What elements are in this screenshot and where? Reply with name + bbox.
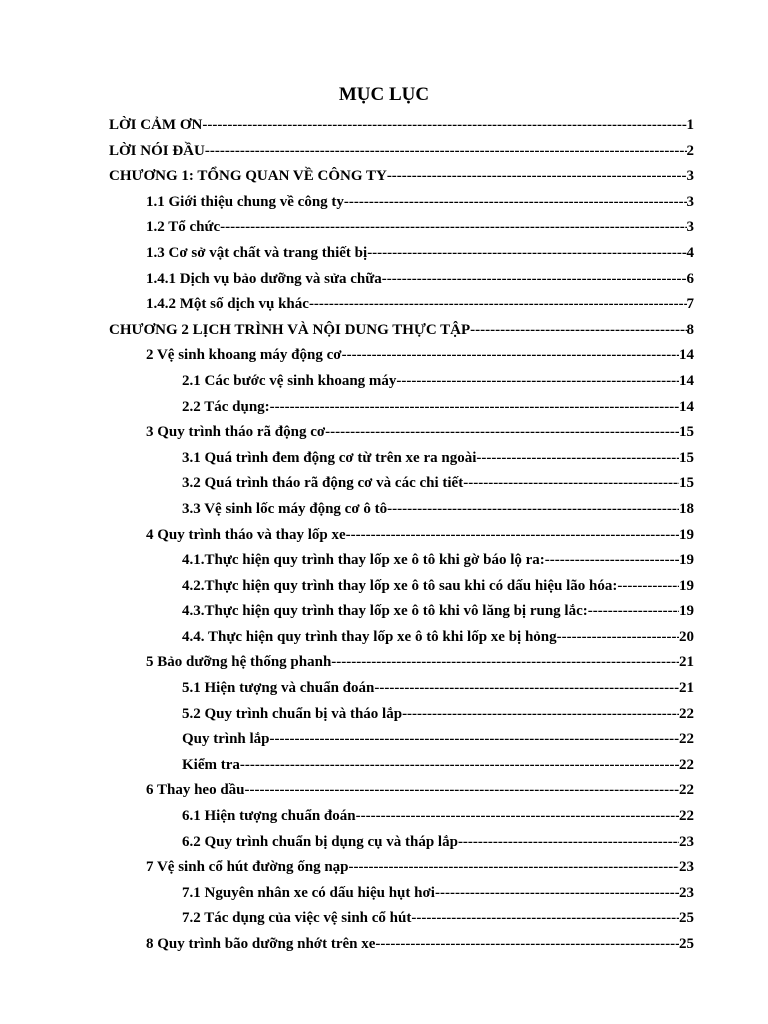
- toc-dash-leader: [387, 165, 687, 187]
- toc-entry-text: 2.1 Các bước vệ sinh khoang máy: [182, 372, 397, 389]
- toc-dash-leader: [588, 600, 679, 622]
- toc-entry[interactable]: [0, 907, 768, 933]
- toc-page-number: 14: [679, 398, 694, 415]
- toc-entry[interactable]: [0, 933, 768, 959]
- toc-page-number: 3: [686, 168, 694, 185]
- toc-entry-text: 6.1 Hiện tượng chuẩn đoán: [182, 808, 356, 825]
- toc-entry-text: 3.2 Quá trình tháo rã động cơ và các chi tiết: [182, 475, 464, 492]
- toc-page-number: 22: [679, 731, 694, 748]
- toc-dash-leader: [470, 319, 686, 341]
- toc-entry-text: 4.2.Thực hiện quy trình thay lốp xe ô tô sau khi có dấu hiệu lão hóa:: [182, 577, 618, 594]
- toc-entry-text: 8 Quy trình bão dưỡng nhớt trên xe: [146, 936, 376, 952]
- toc-dash-leader: [617, 575, 679, 597]
- toc-dash-leader: [463, 472, 679, 494]
- toc-entry-text: CHƯƠNG 2 LỊCH TRÌNH VÀ NỘI DUNG THỰC TẬP: [109, 321, 471, 338]
- toc-entry-text: 1.1 Giới thiệu chung về công ty: [146, 193, 344, 210]
- toc-page-number: 22: [679, 808, 694, 825]
- toc-entry[interactable]: [0, 421, 768, 447]
- toc-dash-leader: [349, 856, 679, 878]
- toc-page-number: 21: [679, 680, 694, 697]
- toc-entry-text: 1.4.2 Một số dịch vụ khác: [146, 296, 309, 313]
- toc-page-number: 15: [679, 449, 694, 466]
- toc-entry[interactable]: [0, 677, 768, 703]
- toc-dash-leader: [202, 114, 686, 136]
- toc-dash-leader: [270, 396, 679, 418]
- toc-entry[interactable]: [0, 396, 768, 422]
- toc-dash-leader: [270, 728, 679, 750]
- toc-entry-text: 3.3 Vệ sinh lốc máy động cơ ô tô: [182, 500, 388, 517]
- toc-entry-text: 1.4.1 Dịch vụ bảo dưỡng và sửa chữa: [146, 270, 382, 287]
- toc-dash-leader: [325, 421, 679, 443]
- toc-entry-text: 4 Quy trình tháo và thay lốp xe: [146, 526, 346, 543]
- toc-entry[interactable]: [0, 114, 768, 140]
- toc-page-number: 19: [679, 603, 694, 620]
- toc-entry-text: 4.3.Thực hiện quy trình thay lốp xe ô tô khi vô lăng bị rung lắc:: [182, 603, 588, 620]
- toc-page-number: 2: [686, 142, 694, 159]
- toc-entry[interactable]: [0, 575, 768, 601]
- toc-dash-leader: [557, 626, 679, 648]
- toc-entry[interactable]: [0, 268, 768, 294]
- toc-entry[interactable]: [0, 626, 768, 652]
- toc-page-number: 25: [679, 910, 694, 927]
- toc-entry[interactable]: [0, 728, 768, 754]
- toc-entry-text: Kiểm tra: [182, 756, 240, 773]
- toc-page-number: 1: [686, 117, 694, 133]
- toc-page-number: 15: [679, 424, 694, 441]
- toc-dash-leader: [402, 703, 679, 725]
- toc-entry[interactable]: [0, 165, 768, 191]
- toc-dash-leader: [245, 779, 679, 801]
- toc-page-number: 14: [679, 347, 694, 364]
- toc-page-number: 15: [679, 475, 694, 492]
- toc-entry[interactable]: [0, 242, 768, 268]
- toc-entry[interactable]: [0, 779, 768, 805]
- toc-entry-text: 5.1 Hiện tượng và chuẩn đoán: [182, 680, 375, 697]
- toc-entry-text: 4.4. Thực hiện quy trình thay lốp xe ô tô khi lốp xe bị hỏng: [182, 628, 557, 645]
- toc-entry-text: 7.1 Nguyên nhân xe có dấu hiệu hụt hơi: [182, 884, 435, 901]
- toc-entry[interactable]: [0, 600, 768, 626]
- toc-page-number: 3: [686, 193, 694, 210]
- toc-title: MỤC LỤC: [338, 84, 430, 105]
- toc-entry[interactable]: [0, 805, 768, 831]
- toc-entry-text: 2.2 Tác dụng:: [182, 398, 270, 415]
- toc-dash-leader: [346, 524, 679, 546]
- toc-entry[interactable]: [0, 293, 768, 319]
- toc-entry-text: 4.1.Thực hiện quy trình thay lốp xe ô tô khi gờ báo lộ ra:: [182, 552, 545, 569]
- toc-page-number: 14: [679, 372, 694, 389]
- toc-page-number: 22: [679, 782, 694, 799]
- toc-page-number: 7: [686, 296, 694, 313]
- toc-entry-text: LỜI CẢM ƠN: [109, 117, 203, 133]
- toc-dash-leader: [240, 754, 679, 776]
- toc-entry[interactable]: [0, 370, 768, 396]
- toc-page-number: 4: [686, 244, 694, 261]
- toc-entry-text: 7 Vệ sinh cổ hút đường ống nạp: [146, 859, 349, 876]
- toc-page-number: 19: [679, 526, 694, 543]
- toc-entry-text: Quy trình lắp: [182, 731, 270, 748]
- toc-entry[interactable]: [0, 703, 768, 729]
- toc-page-number: 21: [679, 654, 694, 671]
- toc-page-number: 19: [679, 577, 694, 594]
- toc-dash-leader: [344, 191, 687, 213]
- toc-entry[interactable]: [0, 882, 768, 908]
- toc-entry[interactable]: [0, 651, 768, 677]
- toc-dash-leader: [476, 447, 679, 469]
- toc-dash-leader: [220, 216, 686, 238]
- toc-entry[interactable]: [0, 524, 768, 550]
- toc-entry[interactable]: [0, 856, 768, 882]
- toc-dash-leader: [396, 370, 679, 392]
- toc-dash-leader: [356, 805, 679, 827]
- toc-page-number: 20: [679, 628, 694, 645]
- toc-entry[interactable]: [0, 472, 768, 498]
- toc-page-number: 19: [679, 552, 694, 569]
- toc-entry-text: 5 Bảo dưỡng hệ thống phanh: [146, 654, 332, 671]
- toc-entry[interactable]: [0, 831, 768, 857]
- toc-entry[interactable]: [0, 344, 768, 370]
- toc-entry[interactable]: [0, 216, 768, 242]
- toc-entry-text: 6.2 Quy trình chuẩn bị dụng cụ và tháp lắp: [182, 833, 458, 850]
- toc-dash-leader: [331, 651, 679, 673]
- toc-page-number: 6: [686, 270, 694, 287]
- toc-page-number: 3: [686, 219, 694, 236]
- toc-entry[interactable]: [0, 191, 768, 217]
- toc-entry[interactable]: [0, 498, 768, 524]
- toc-dash-leader: [545, 549, 679, 571]
- toc-page-number: 23: [679, 884, 694, 901]
- toc-dash-leader: [387, 498, 679, 520]
- toc-page-number: 22: [679, 756, 694, 773]
- toc-page-number: 22: [679, 705, 694, 722]
- toc-page-number: 8: [686, 321, 694, 338]
- toc-entry[interactable]: [0, 447, 768, 473]
- toc-dash-leader: [375, 933, 679, 955]
- toc-page-number: 18: [679, 500, 694, 517]
- toc-list: [0, 114, 768, 959]
- toc-entry-text: CHƯƠNG 1: TỔNG QUAN VỀ CÔNG TY: [109, 168, 387, 185]
- toc-entry[interactable]: [0, 754, 768, 780]
- toc-entry[interactable]: [0, 549, 768, 575]
- toc-entry-text: 1.3 Cơ sở vật chất và trang thiết bị: [146, 244, 368, 261]
- toc-entry-text: 5.2 Quy trình chuẩn bị và tháo lắp: [182, 705, 403, 722]
- toc-page-number: 25: [679, 936, 694, 952]
- toc-dash-leader: [435, 882, 679, 904]
- toc-entry-text: 7.2 Tác dụng của việc vệ sinh cổ hút: [182, 910, 412, 927]
- toc-entry-text: LỜI NÓI ĐẦU: [109, 142, 205, 159]
- toc-dash-leader: [382, 268, 687, 290]
- toc-page-number: 23: [679, 833, 694, 850]
- toc-entry-text: 3.1 Quá trình đem động cơ từ trên xe ra ngoài: [182, 449, 477, 466]
- toc-dash-leader: [309, 293, 687, 315]
- toc-entry-text: 1.2 Tổ chức: [146, 219, 221, 236]
- toc-dash-leader: [374, 677, 679, 699]
- toc-entry[interactable]: [0, 319, 768, 345]
- toc-dash-leader: [205, 140, 687, 162]
- toc-entry-text: 3 Quy trình tháo rã động cơ: [146, 424, 326, 441]
- toc-entry[interactable]: [0, 140, 768, 166]
- toc-entry-text: 2 Vệ sinh khoang máy động cơ: [146, 347, 342, 364]
- toc-dash-leader: [342, 344, 679, 366]
- toc-dash-leader: [458, 831, 679, 853]
- toc-entry-text: 6 Thay heo dầu: [146, 782, 245, 799]
- toc-page-number: 23: [679, 859, 694, 876]
- toc-dash-leader: [367, 242, 686, 264]
- toc-dash-leader: [411, 907, 679, 929]
